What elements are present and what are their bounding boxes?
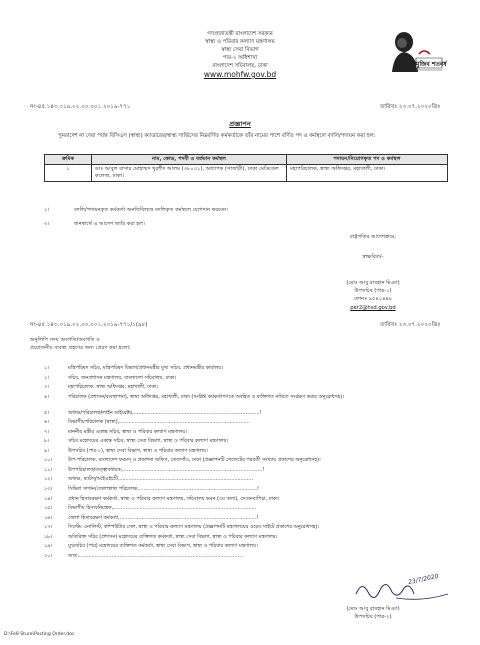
- order-line: রাষ্ট্রপতির আদেশক্রমে,: [350, 234, 396, 240]
- list-item: [44, 542, 454, 552]
- cell-name: ডাঃ আবুল বাসার মোহাম্মদ খুরশীদ আলম (৩৮০৩১), অধ্যাপক (সার্জারী), ঢাকা মেডিকেল কলেজ, ঢাকা।: [92, 165, 287, 182]
- handwritten-signature: [352, 572, 452, 606]
- column-header-name: নাম, কোড, পদবী ও বর্তমান কর্মস্থল: [92, 155, 287, 165]
- table-row: [45, 165, 448, 182]
- list-item: [44, 383, 454, 393]
- list-item: [44, 447, 454, 457]
- list-item-text: উপসচিব (পার-১), স্বাস্থ্য সেবা বিভাগ, স্বাস্থ্য ও পরিবার কল্যাণ মন্ত্রণালয়।: [68, 447, 208, 454]
- list-item-text: উপ-পরিচালক, বাংলাদেশ ফরমস্ ও প্রকাশনা অফিস, তেজগাঁও, ঢাকা (প্রজ্ঞাপনটি গেজেটের পরবর্তী সংখ্যায় প্রকাশের অনুরোধসহ)।: [68, 457, 321, 464]
- distribution-intro-line-2: প্রয়োজনীয় ব্যবস্থা গ্রহণের জন্য প্রেরণ করা হলো:: [30, 345, 131, 351]
- cell-serial: ১: [45, 165, 92, 182]
- posting-table: [44, 154, 448, 182]
- list-item-number: ১৮।: [44, 533, 53, 540]
- header-line-4: পার-২ অধিশাখা: [222, 55, 258, 61]
- list-item: [44, 418, 454, 428]
- clause-text: বদলি/পদায়নকৃত কর্মকর্তা অনতিবিলম্বে বদলিকৃত কর্মস্থলে যোগদান করবেন।: [74, 207, 229, 213]
- list-item: [44, 466, 454, 476]
- signature-date: 23/7/2020: [407, 572, 440, 587]
- list-item-text: মন্ত্রিপরিষদ সচিব, মন্ত্রিপরিষদ বিভাগ/প্রধানমন্ত্রীর মুখ্য সচিব, প্রধানমন্ত্রীর কার্যালয়।: [68, 365, 223, 371]
- list-item-number: ১৭।: [44, 524, 53, 531]
- list-item-number: ৭।: [44, 428, 49, 435]
- list-item: [44, 437, 454, 447]
- list-item-text: সচিব, জনপ্রশাসন মন্ত্রণালয়, বাংলাদেশ সচিবালয়, ঢাকা।: [68, 374, 177, 381]
- list-item-text: অধ্যক্ষ, ম্যাটস্/আইএইচটি,......................................................................................: [68, 476, 254, 483]
- list-item: [44, 409, 454, 419]
- list-item-number: ১১।: [44, 466, 53, 473]
- list-item-text: মহাপরিচালক, স্বাস্থ্য অধিদপ্তর, মহাখালী, ঢাকা।: [68, 384, 158, 391]
- list-item: [44, 533, 454, 543]
- signatory-phone: ফোনঃ ৯৫৪০৪৪৮: [353, 296, 393, 302]
- list-item-number: ২।: [44, 374, 49, 381]
- signed-mark: স্বাক্ষরিত/-: [362, 254, 384, 260]
- list-item: [44, 523, 454, 533]
- clause-number: ৩।: [44, 221, 50, 227]
- distribution-intro-line-1: অনুলিপি সদয় অবগতি/অবগতি ও: [30, 337, 100, 343]
- list-item: [44, 552, 454, 562]
- list-item-number: ১২।: [44, 476, 53, 483]
- list-item: [44, 485, 454, 495]
- final-signatory-name: (মোঃ আবু রায়হান মিঞা): [346, 606, 400, 612]
- memo-copy-date: তারিখঃ ২৩.০৭.২০২০খ্রিঃ: [380, 322, 441, 328]
- list-item: [44, 475, 454, 485]
- clause-text: জনস্বার্থে এ আদেশ জারি করা হল।: [74, 221, 145, 227]
- list-item: [44, 504, 454, 514]
- list-item-text: জাত...........................................................................................................: [68, 552, 244, 559]
- memo-number: নং-৪৫.১৪৩.০১৯.০২.০০.০০১.২০১৯-৭৭১: [30, 104, 131, 110]
- signatory-email-link[interactable]: per2@hsd.gov.bd: [350, 305, 396, 311]
- header-line-1: গণপ্রজাতন্ত্রী বাংলাদেশ সরকার: [207, 31, 273, 37]
- column-header-posting: পদায়ন/নিয়োগকৃত পদ ও কর্মস্থল: [287, 155, 448, 165]
- list-item-text: জেলা হিসাবরক্ষণ কর্মকর্তা,........................................................................................!: [68, 514, 259, 521]
- list-item-text: বিভাগীয়পরিচালক (স্বাস্থ্য),....................................................................................: [68, 419, 250, 426]
- list-item-text: পরিচালক (প্রশাসন/ব্যবস্থাপনা), স্বাস্থ্য অধিদপ্তর, মহাখালী, ঢাকা (সংশ্লিষ্ট কর্মকর্তাগণকে অবহিত ও ব্যক্তিগত নথিতে সংরক্ষণ করার অনুরোধসহ)।: [68, 393, 344, 400]
- list-item-number: ৯।: [44, 447, 49, 454]
- file-path-footer: D:\Fe8 Sture\Posting Order.doc: [4, 632, 75, 637]
- logo-text: মুজিব শতবর্ষ: [416, 61, 447, 68]
- list-item-number: ৩।: [44, 384, 49, 391]
- list-item: [44, 514, 454, 524]
- list-item-text: বিভাগীয় হিসাবনিয়ন্ত্রক,............................................................................................: [68, 505, 257, 512]
- list-item-number: ১৩।: [44, 486, 53, 493]
- list-item-text: অধ্যক্ষ/পরিচালক/লাইন ডাইরেক্টর,.................................................................................!: [68, 409, 262, 416]
- list-item-text: অতিরিক্ত সচিব (প্রশাসন) মহোদয়ের ব্যক্তিগত কর্মকর্তা, স্বাস্থ্য সেবা বিভাগ, স্বাস্থ্য ও পরিবার কল্যাণ মন্ত্রণালয়।: [68, 533, 278, 540]
- column-header-serial: ক্রমিক: [45, 155, 92, 165]
- memo-copy-number: নং-৪৫.১৪৩.০১৯.০২.০০.০০১.২০১৯-৭৭১/১(৯৮): [30, 322, 148, 328]
- list-item-number: ৮।: [44, 438, 49, 445]
- header-line-2: স্বাস্থ্য ও পরিবার কল্যাণ মন্ত্রণালয়: [205, 39, 275, 45]
- cell-posting: মহাপরিচালক, স্বাস্থ্য অধিদপ্তর, মহাখালী, ঢাকা।: [287, 165, 448, 182]
- header-line-3: স্বাস্থ্য সেবা বিভাগ: [221, 47, 259, 53]
- list-item: [44, 495, 454, 505]
- signatory-name: (মোঃ আবু রায়হান মিঞা): [346, 280, 400, 286]
- list-item-number: ১৬।: [44, 514, 53, 521]
- intro-paragraph: পুনরাদেশ না দেয়া পর্যন্ত বিসিএস (স্বাস্থ্য) ক্যাডারের/স্বাস্থ্য সার্ভিসের নিম্নবর্ণিত কর্মকর্তাকে তাঁর নামের পাশে বর্ণিত পদ ও কর্মস্থলে বদলি/পদায়ন করা হল:: [58, 133, 376, 139]
- list-item-text: মাননীয় মন্ত্রীর একান্ত সচিব, স্বাস্থ্য ও পরিবার কল্যাণ মন্ত্রণালয়।: [68, 428, 187, 435]
- list-item-number: ১০।: [44, 457, 53, 464]
- list-item: [44, 393, 454, 409]
- list-item-number: ৪।: [44, 393, 49, 400]
- list-item-number: ৫।: [44, 409, 49, 416]
- list-item-text: সিস্টেম এনালিস্ট, কম্পিউটার সেল, স্বাস্থ্য ও পরিবার কল্যাণ মন্ত্রণালয় (প্রজ্ঞাপনটি মন্ত্রণালয়ের ওয়েব সাইটে প্রকাশের অনুরোধসহ)।: [68, 524, 319, 531]
- list-item-number: ১।: [44, 365, 49, 371]
- distribution-list: [44, 364, 454, 561]
- signatory-designation: উপসচিব (পার-২): [354, 288, 392, 294]
- list-item-number: ১৪।: [44, 495, 53, 502]
- list-item: [44, 456, 454, 466]
- list-item-text: উপপরিচালক/তত্ত্বাবধায়ক,..........................................................................................!: [68, 466, 265, 473]
- header-line-5: বাংলাদেশ সচিবালয়, ঢাকা: [212, 63, 268, 69]
- table-header-row: [45, 155, 448, 165]
- list-item-text: যুগ্মসচিব (পার) মহোদয়ের ব্যক্তিগত কর্মকর্তা, স্বাস্থ্য সেবা বিভাগ, স্বাস্থ্য ও পরিবার কল্যাণ মন্ত্রণালয়।: [68, 543, 258, 550]
- list-item-text: সিভিল সার্জন/জেলাস্থাস্থ্য পরিচালক,............................................................................!: [68, 486, 259, 493]
- list-item-number: ৬।: [44, 419, 49, 426]
- list-item-number: ২০।: [44, 552, 53, 559]
- notification-title: প্রজ্ঞাপন: [229, 120, 251, 128]
- list-item-text: সচিব মহোদয়ের একান্ত সচিব, স্বাস্থ্য সেবা বিভাগ, স্বাস্থ্য ও পরিবার কল্যাণ মন্ত্রণালয়।: [68, 438, 229, 445]
- list-item: [44, 374, 454, 384]
- list-item-text: প্রধান হিসাবরক্ষণ কর্মকর্তা, স্বাস্থ্য ও পরিবার কল্যাণ মন্ত্রণালয়, সচিবালয় ভবন (৩য় তলা), সেগুনবাগিচা, ঢাকা।: [68, 495, 280, 502]
- list-item: [44, 428, 454, 438]
- final-signatory-designation: উপসচিব (পার-২): [354, 614, 392, 620]
- memo-date: তারিখঃ ২৩.০৭.২০২০খ্রিঃ: [380, 104, 441, 110]
- clause-number: ২।: [44, 207, 50, 213]
- list-item-number: ১৫।: [44, 505, 53, 512]
- list-item-number: ১৯।: [44, 543, 53, 550]
- list-item: [44, 364, 454, 374]
- ministry-website-link[interactable]: www.mohfw.gov.bd: [203, 70, 277, 79]
- mujib-borsho-logo: [386, 28, 447, 74]
